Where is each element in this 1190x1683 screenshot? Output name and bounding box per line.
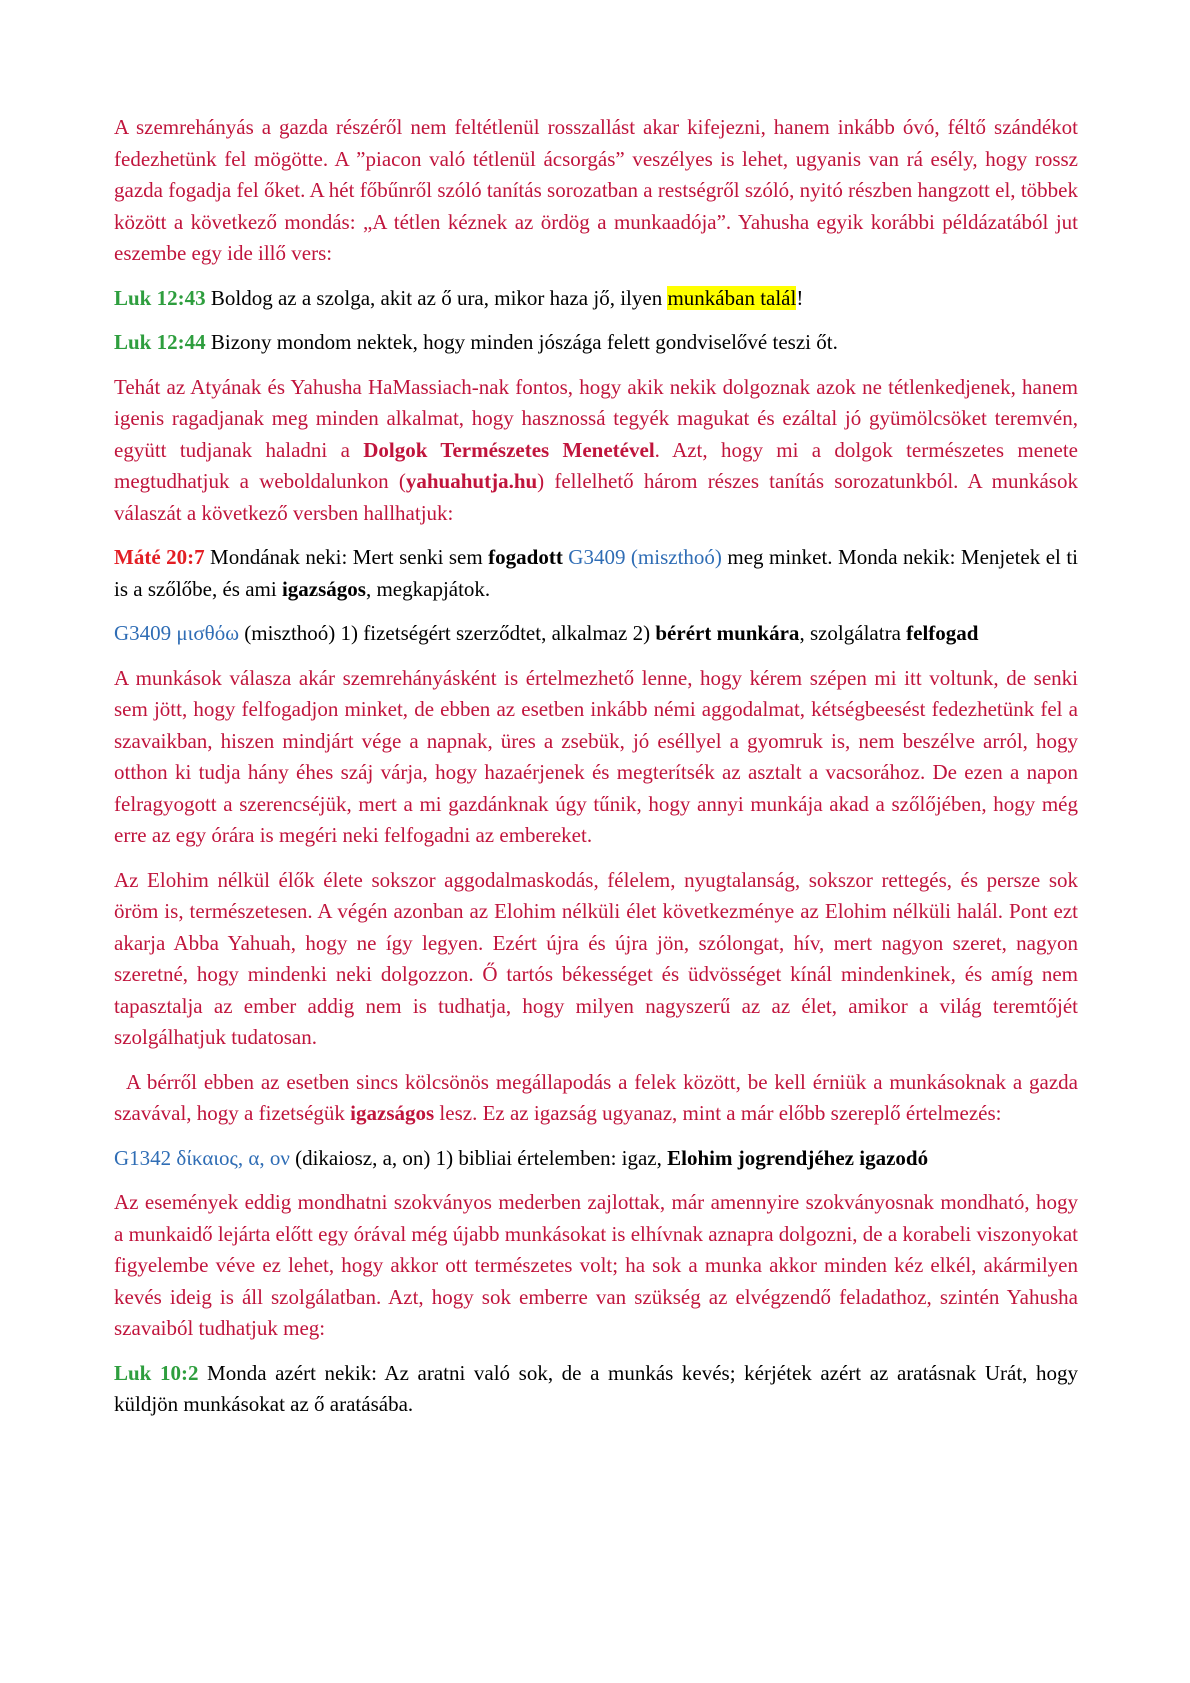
commentary-paragraph: [114, 372, 1078, 530]
definition-g3409: [114, 618, 1078, 650]
verse-text: !: [796, 285, 804, 310]
commentary-paragraph: A munkások válasza akár szemrehányásként is értelmezhető lenne, hogy kérem szépen mi itt voltunk, de senki sem jött, hogy felfogadjon minket, de ebben az esetben inkább némi aggodalmat, kétségbeesést fedezhetünk fel a szavaikban, hiszen mindjárt vége a napnak, üres a zsebük, jó eséllyel a gyomruk is, nem beszélve arról, hogy otthon ki tudja hány éhes száj várja, hogy hazaérjenek és megterítsék az asztalt a vacsorához. De ezen a napon felragyogott a szerencséjük, mert a mi gazdánknak úgy tűnik, hogy annyi munkája akad a szőlőjében, hogy még erre az egy órára is megéri neki felfogadni az embereket.: [114, 665, 1078, 847]
verse-text: Monda azért nekik: Az aratni való sok, de a munkás kevés; kérjétek azért az aratásnak Urát, hogy küldjön munkásokat az ő aratásába.: [114, 1360, 1078, 1416]
bold-phrase: felfogad: [906, 621, 979, 645]
strong-number: G3409: [562, 545, 631, 569]
verse-luk-10-2: [114, 1358, 1078, 1421]
verse-mate-20-7: [114, 542, 1078, 605]
commentary-paragraph: [114, 1067, 1078, 1130]
verse-reference: Luk 10:2: [114, 1360, 199, 1385]
verse-luk-12-43: [114, 283, 1078, 315]
strong-number: G3409: [114, 621, 172, 645]
verse-text: , megkapjátok.: [365, 576, 491, 601]
verse-text: Mondának neki: Mert senki sem: [204, 545, 489, 569]
bold-word: igazságos: [350, 1101, 435, 1125]
greek-word: δίκαιος, α, ον: [171, 1145, 290, 1170]
verse-text: Boldog az a szolga, akit az ő ura, mikor haza jő, ilyen: [205, 285, 668, 310]
highlighted-text: munkában talál: [667, 285, 797, 310]
website-name: yahuahutja.hu: [405, 469, 538, 493]
verse-text: Bizony mondom nektek, hogy minden jószága felett gondviselővé teszi őt.: [205, 330, 838, 354]
definition-text: (dikaiosz, a, on) 1) bibliai értelemben: igaz,: [289, 1145, 668, 1170]
text-run: A bérről ebben az esetben sincs kölcsönös megállapodás a felek között, be kell érniük a munkásoknak a gazda szavával, hogy a fizetségük: [114, 1069, 1078, 1125]
greek-word: μισθόω: [171, 621, 240, 645]
transliteration: (miszthoó): [630, 545, 722, 569]
text-run: Tehát az Atyának és Yahusha HaMassiach-nak fontos, hogy akik nekik dolgoznak azok ne tétlenkedjenek, hanem igenis ragadjanak meg minden alkalmat, hogy hasznossá tegyék magukat és ezáltal jó gyümölcsöket teremvén, együtt tudjanak haladni a: [114, 374, 1078, 462]
bold-word: fogadott: [488, 545, 563, 569]
verse-reference: Máté 20:7: [114, 545, 205, 569]
commentary-paragraph: A szemrehányás a gazda részéről nem feltétlenül rosszallást akar kifejezni, hanem inkább óvó, féltő szándékot fedezhetünk fel mögötte. A ”piacon való tétlenül ácsorgás” veszélyes is lehet, ugyanis van rá esély, hogy rossz gazda fogadja fel őket. A hét főbűnről szóló tanítás sorozatban a restségről szóló, nyitó részben hangzott el, többek között a következő mondás: „A tétlen kéznek az ördög a munkaadója”. Yahusha egyik korábbi példázatából jut eszembe egy ide illő vers:: [114, 115, 1078, 265]
bold-word: igazságos: [281, 576, 366, 601]
text-run: lesz. Ez az igazság ugyanaz, mint a már előbb szereplő értelmezés:: [434, 1101, 1002, 1125]
verse-text: meg minket. Monda nekik: Menjetek el ti is a szőlőbe, és ami: [114, 545, 1078, 601]
commentary-paragraph: Az események eddig mondhatni szokványos mederben zajlottak, már amennyire szokványosnak mondható, hogy a munkaidő lejárta előtt egy órával még újabb munkásokat is elhívnak aznapra dolgozni, de a korabeli viszonyokat figyelembe véve ez lehet, hogy akkor ott természetes volt; ha sok a munka akkor minden kéz elkél, akármilyen kevés ideig is áll szolgálatban. Azt, hogy sok emberre van szükség az elvégzendő feladathoz, szintén Yahusha szavaiból tudhatjuk meg:: [114, 1190, 1078, 1340]
verse-reference: Luk 12:43: [114, 285, 206, 310]
bold-phrase: bérért munkára: [655, 621, 800, 645]
strong-number: G1342: [114, 1145, 172, 1170]
definition-text: , szolgálatra: [799, 621, 907, 645]
commentary-paragraph: Az Elohim nélkül élők élete sokszor aggodalmaskodás, félelem, nyugtalanság, sokszor rettegés, és persze sok öröm is, természetesen. A végén azonban az Elohim nélküli élet következménye az Elohim nélküli halál. Pont ezt akarja Abba Yahuah, hogy ne így legyen. Ezért újra és újra jön, szólongat, hív, mert nagyon szeret, nagyon szeretné, hogy mindenki neki dolgozzon. Ő tartós békességet és üdvösséget kínál mindenkinek, és amíg nem tapasztalja az ember addig nem is tudhatja, hogy milyen nagyszerű az az élet, amikor a világ teremtőjét szolgálhatjuk tudatosan.: [114, 867, 1078, 1049]
text-run: . Azt, hogy mi a dolgok természetes menete megtudhatjuk a weboldalunkon (: [114, 437, 1078, 493]
definition-text: (miszthoó) 1) fizetségért szerződtet, alkalmaz 2): [239, 621, 656, 645]
verse-reference: Luk 12:44: [114, 330, 206, 354]
definition-g1342: [114, 1143, 1078, 1175]
bold-phrase: Dolgok Természetes Menetével: [363, 437, 655, 462]
bold-phrase: Elohim jogrendjéhez igazodó: [667, 1145, 929, 1170]
text-run: ) fellelhető három részes tanítás sorozatunkból. A munkások válaszát a következő versben hallhatjuk:: [114, 469, 1078, 525]
document-page: [114, 112, 1078, 1434]
verse-luk-12-44: [114, 327, 1078, 359]
